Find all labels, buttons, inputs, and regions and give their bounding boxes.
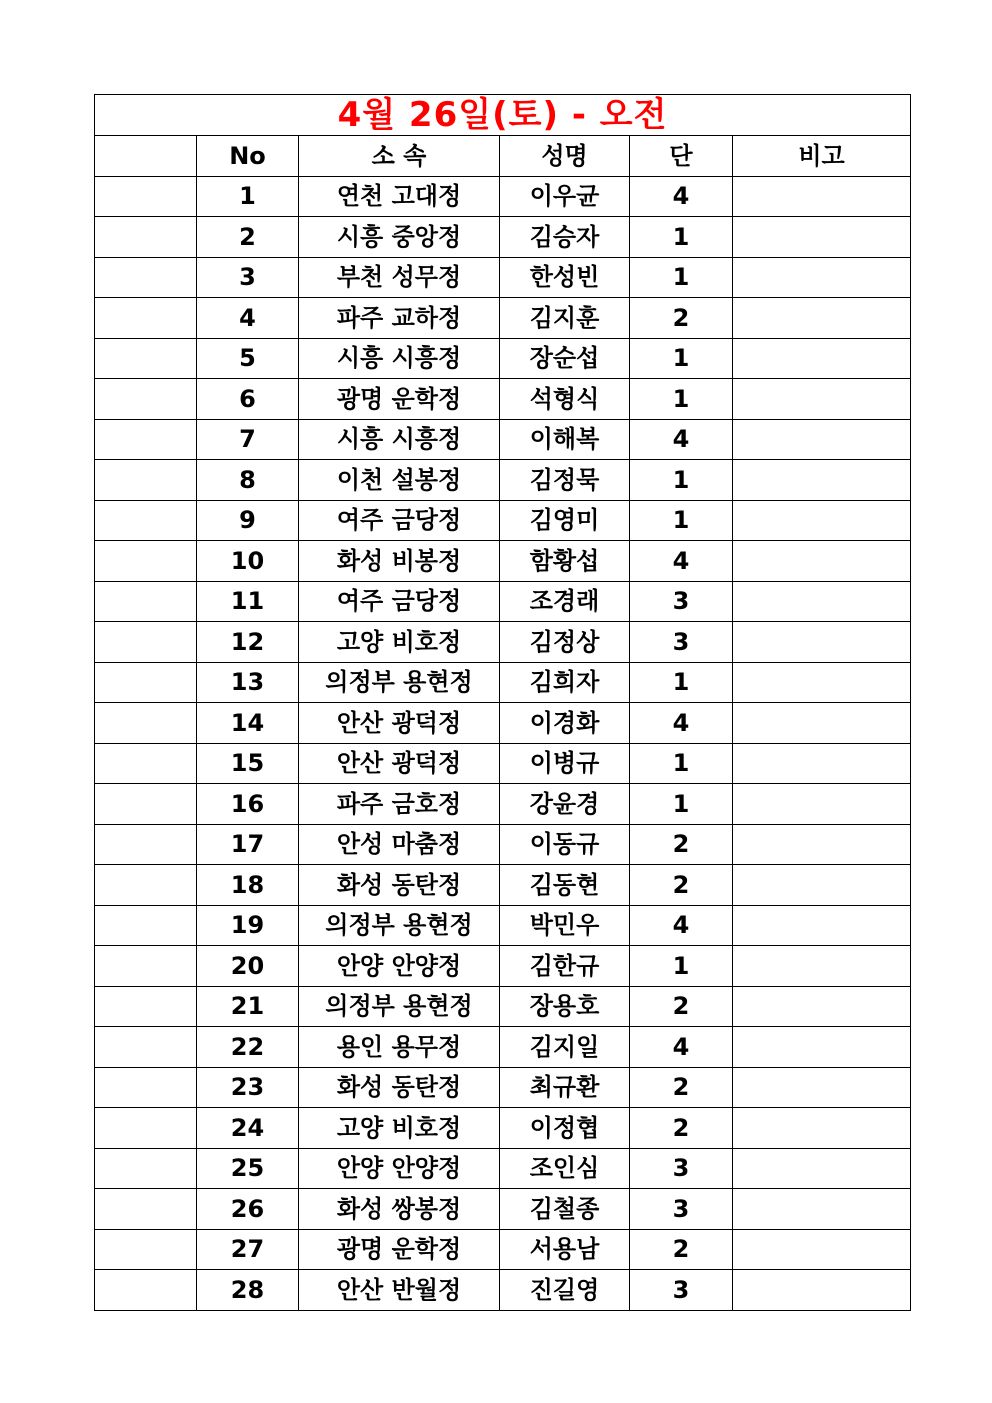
blank-cell	[95, 946, 197, 987]
table-row	[95, 743, 911, 784]
header-affiliation: 소 속	[299, 136, 500, 177]
row-affiliation: 고양 비호정	[299, 622, 500, 663]
blank-cell	[95, 784, 197, 825]
row-no: 12	[197, 622, 299, 663]
row-note	[733, 379, 911, 420]
row-dan: 2	[630, 1067, 733, 1108]
row-note	[733, 217, 911, 258]
table-row	[95, 217, 911, 258]
row-note	[733, 905, 911, 946]
row-no: 1	[197, 176, 299, 217]
row-dan: 2	[630, 298, 733, 339]
row-dan: 1	[630, 217, 733, 258]
table-row	[95, 1108, 911, 1149]
blank-cell	[95, 541, 197, 582]
row-note	[733, 338, 911, 379]
row-note	[733, 622, 911, 663]
row-affiliation: 안양 안양정	[299, 1148, 500, 1189]
header-name: 성명	[500, 136, 630, 177]
row-dan: 2	[630, 1108, 733, 1149]
table-row	[95, 500, 911, 541]
row-dan: 3	[630, 581, 733, 622]
row-note	[733, 1067, 911, 1108]
row-name: 이우균	[500, 176, 630, 217]
blank-cell	[95, 419, 197, 460]
header-note: 비고	[733, 136, 911, 177]
row-name: 서용남	[500, 1229, 630, 1270]
table-row	[95, 338, 911, 379]
row-note	[733, 298, 911, 339]
table-row	[95, 1229, 911, 1270]
row-name: 석형식	[500, 379, 630, 420]
table-row	[95, 541, 911, 582]
row-note	[733, 1108, 911, 1149]
table-row	[95, 865, 911, 906]
row-dan: 4	[630, 419, 733, 460]
row-affiliation: 연천 고대정	[299, 176, 500, 217]
row-dan: 1	[630, 460, 733, 501]
row-name: 이동규	[500, 824, 630, 865]
row-note	[733, 500, 911, 541]
row-name: 이해복	[500, 419, 630, 460]
row-name: 김지일	[500, 1027, 630, 1068]
row-note	[733, 662, 911, 703]
row-no: 5	[197, 338, 299, 379]
row-note	[733, 784, 911, 825]
blank-cell	[95, 662, 197, 703]
blank-cell	[95, 257, 197, 298]
header-no: No	[197, 136, 299, 177]
row-affiliation: 이천 설봉정	[299, 460, 500, 501]
row-dan: 2	[630, 865, 733, 906]
blank-cell	[95, 379, 197, 420]
row-note	[733, 743, 911, 784]
row-note	[733, 1270, 911, 1311]
row-no: 3	[197, 257, 299, 298]
row-no: 15	[197, 743, 299, 784]
blank-cell	[95, 298, 197, 339]
row-note	[733, 824, 911, 865]
row-name: 한성빈	[500, 257, 630, 298]
row-dan: 4	[630, 176, 733, 217]
header-row	[95, 136, 911, 177]
table-row	[95, 1270, 911, 1311]
row-affiliation: 안산 광덕정	[299, 703, 500, 744]
row-name: 김희자	[500, 662, 630, 703]
row-note	[733, 703, 911, 744]
row-name: 이정협	[500, 1108, 630, 1149]
row-name: 장순섭	[500, 338, 630, 379]
blank-cell	[95, 743, 197, 784]
table-row	[95, 946, 911, 987]
table-row	[95, 986, 911, 1027]
row-affiliation: 화성 동탄정	[299, 865, 500, 906]
row-note	[733, 1189, 911, 1230]
row-affiliation: 의정부 용현정	[299, 986, 500, 1027]
row-name: 이병규	[500, 743, 630, 784]
table-row	[95, 460, 911, 501]
row-no: 22	[197, 1027, 299, 1068]
row-dan: 1	[630, 500, 733, 541]
row-name: 김정상	[500, 622, 630, 663]
row-affiliation: 시흥 시흥정	[299, 419, 500, 460]
row-affiliation: 파주 금호정	[299, 784, 500, 825]
table-row	[95, 662, 911, 703]
table-row	[95, 419, 911, 460]
row-name: 강윤경	[500, 784, 630, 825]
row-name: 진길영	[500, 1270, 630, 1311]
row-affiliation: 고양 비호정	[299, 1108, 500, 1149]
row-affiliation: 화성 쌍봉정	[299, 1189, 500, 1230]
row-affiliation: 용인 용무정	[299, 1027, 500, 1068]
blank-cell	[95, 176, 197, 217]
blank-cell	[95, 1189, 197, 1230]
blank-cell	[95, 865, 197, 906]
row-name: 장용호	[500, 986, 630, 1027]
table-row	[95, 379, 911, 420]
row-name: 이경화	[500, 703, 630, 744]
row-affiliation: 시흥 중앙정	[299, 217, 500, 258]
row-name: 김한규	[500, 946, 630, 987]
row-note	[733, 1148, 911, 1189]
row-affiliation: 광명 운학정	[299, 379, 500, 420]
row-dan: 3	[630, 1270, 733, 1311]
row-dan: 1	[630, 662, 733, 703]
blank-cell	[95, 905, 197, 946]
row-name: 함황섭	[500, 541, 630, 582]
row-name: 김철종	[500, 1189, 630, 1230]
header-dan: 단	[630, 136, 733, 177]
row-note	[733, 460, 911, 501]
row-note	[733, 257, 911, 298]
row-dan: 1	[630, 338, 733, 379]
row-no: 8	[197, 460, 299, 501]
row-affiliation: 광명 운학정	[299, 1229, 500, 1270]
table-row	[95, 257, 911, 298]
row-no: 17	[197, 824, 299, 865]
row-no: 10	[197, 541, 299, 582]
row-name: 김정묵	[500, 460, 630, 501]
row-name: 조경래	[500, 581, 630, 622]
row-dan: 1	[630, 743, 733, 784]
row-affiliation: 의정부 용현정	[299, 662, 500, 703]
table-row	[95, 176, 911, 217]
row-affiliation: 화성 비봉정	[299, 541, 500, 582]
page-title: 4월 26일(토) - 오전	[95, 95, 911, 136]
row-no: 11	[197, 581, 299, 622]
row-note	[733, 986, 911, 1027]
participant-table	[94, 94, 911, 1311]
row-dan: 2	[630, 986, 733, 1027]
row-no: 13	[197, 662, 299, 703]
blank-cell	[95, 500, 197, 541]
row-affiliation: 파주 교하정	[299, 298, 500, 339]
row-no: 26	[197, 1189, 299, 1230]
row-note	[733, 946, 911, 987]
row-name: 김승자	[500, 217, 630, 258]
row-affiliation: 안양 안양정	[299, 946, 500, 987]
row-no: 16	[197, 784, 299, 825]
row-dan: 4	[630, 1027, 733, 1068]
blank-cell	[95, 1108, 197, 1149]
row-note	[733, 176, 911, 217]
row-name: 김동현	[500, 865, 630, 906]
row-dan: 2	[630, 1229, 733, 1270]
row-no: 20	[197, 946, 299, 987]
row-affiliation: 안성 마춤정	[299, 824, 500, 865]
row-no: 6	[197, 379, 299, 420]
row-no: 23	[197, 1067, 299, 1108]
row-no: 28	[197, 1270, 299, 1311]
row-no: 27	[197, 1229, 299, 1270]
table-row	[95, 1148, 911, 1189]
row-dan: 4	[630, 905, 733, 946]
title-row	[95, 95, 911, 136]
row-note	[733, 1229, 911, 1270]
table-row	[95, 703, 911, 744]
row-name: 조인심	[500, 1148, 630, 1189]
table-row	[95, 905, 911, 946]
row-dan: 1	[630, 946, 733, 987]
table-row	[95, 784, 911, 825]
blank-cell	[95, 622, 197, 663]
row-note	[733, 419, 911, 460]
row-dan: 3	[630, 622, 733, 663]
blank-cell	[95, 986, 197, 1027]
row-affiliation: 여주 금당정	[299, 581, 500, 622]
blank-cell	[95, 581, 197, 622]
table-row	[95, 1067, 911, 1108]
row-dan: 1	[630, 784, 733, 825]
table-row	[95, 581, 911, 622]
row-no: 9	[197, 500, 299, 541]
row-no: 7	[197, 419, 299, 460]
row-affiliation: 여주 금당정	[299, 500, 500, 541]
row-name: 최규환	[500, 1067, 630, 1108]
row-no: 2	[197, 217, 299, 258]
row-no: 18	[197, 865, 299, 906]
row-no: 24	[197, 1108, 299, 1149]
table-row	[95, 298, 911, 339]
row-dan: 4	[630, 703, 733, 744]
blank-cell	[95, 824, 197, 865]
table-row	[95, 824, 911, 865]
blank-cell	[95, 1229, 197, 1270]
row-affiliation: 의정부 용현정	[299, 905, 500, 946]
table-row	[95, 1027, 911, 1068]
table-row	[95, 1189, 911, 1230]
row-note	[733, 865, 911, 906]
blank-cell	[95, 1148, 197, 1189]
blank-cell	[95, 703, 197, 744]
blank-cell	[95, 1270, 197, 1311]
row-no: 4	[197, 298, 299, 339]
blank-cell	[95, 1067, 197, 1108]
row-dan: 1	[630, 257, 733, 298]
row-no: 25	[197, 1148, 299, 1189]
blank-cell	[95, 1027, 197, 1068]
row-dan: 4	[630, 541, 733, 582]
blank-cell	[95, 338, 197, 379]
row-name: 박민우	[500, 905, 630, 946]
row-dan: 2	[630, 824, 733, 865]
row-no: 19	[197, 905, 299, 946]
row-affiliation: 부천 성무정	[299, 257, 500, 298]
row-dan: 1	[630, 379, 733, 420]
blank-cell	[95, 460, 197, 501]
row-name: 김지훈	[500, 298, 630, 339]
row-note	[733, 1027, 911, 1068]
row-affiliation: 안산 반월정	[299, 1270, 500, 1311]
row-affiliation: 시흥 시흥정	[299, 338, 500, 379]
blank-cell	[95, 217, 197, 258]
row-affiliation: 안산 광덕정	[299, 743, 500, 784]
header-blank-cell	[95, 136, 197, 177]
row-note	[733, 581, 911, 622]
row-dan: 3	[630, 1189, 733, 1230]
row-no: 14	[197, 703, 299, 744]
row-no: 21	[197, 986, 299, 1027]
table-row	[95, 622, 911, 663]
row-name: 김영미	[500, 500, 630, 541]
row-affiliation: 화성 동탄정	[299, 1067, 500, 1108]
row-dan: 3	[630, 1148, 733, 1189]
row-note	[733, 541, 911, 582]
